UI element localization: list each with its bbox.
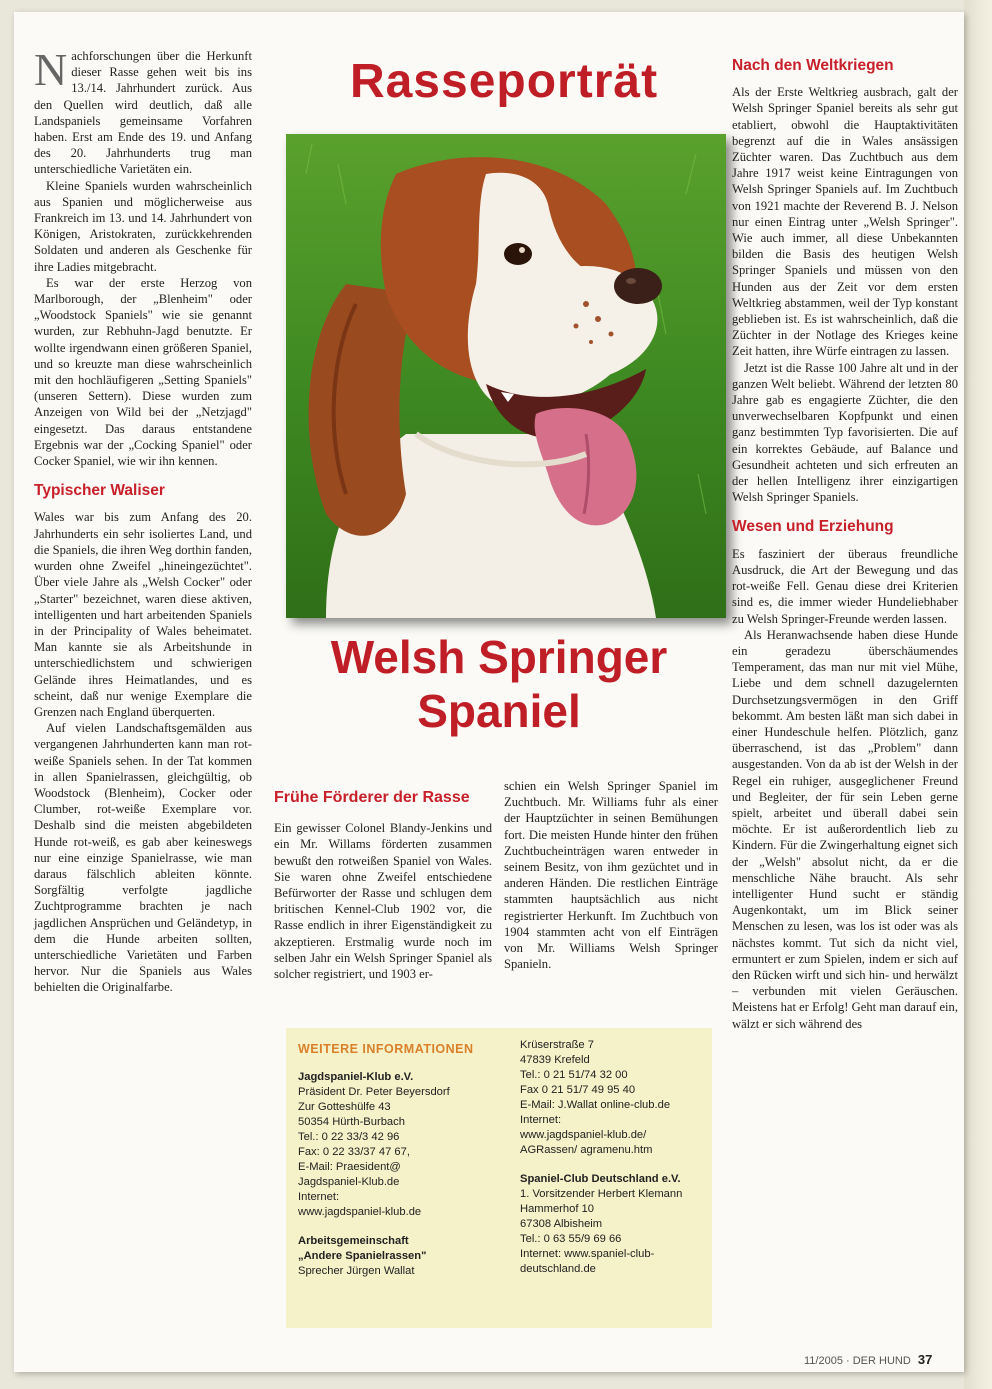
dog-photo: [286, 134, 726, 618]
info-line: 1. Vorsitzender Herbert Klemann: [520, 1188, 683, 1200]
paragraph: Als Heranwachsende haben diese Hunde ein geradezu überschäumendes Temperament, das man nur mit viel Mühe, Liebe und dem schnell dazugelernten Durchsetzungsvermögen in den Griff bekommt. Am besten läßt man sich dabei in einer Hundeschule helfen. Plötzlich, ganz überraschend, ist das „Problem" dann ausgestanden. Von da ab ist der Welsh in der Regel ein ruhiger, ausgeglichener Freund und Begleiter, der für sein Leben gerne spielt, arbeitet und überall dabei sein möchte. Er ist außerordentlich lieb zu Kindern. Für die Zwingerhaltung eignet sich der „Welsh" absolut nicht, da er die menschliche Nähe braucht. Als sehr intelligenter Hund sucht er ständig Augenkontakt, um im Blick seiner Menschen zu lesen, was los ist oder was als nächstes kommt. Tut sich da nicht viel, ermuntert er zum Spielen, indem er sich auf den Rücken wirft und sich hin- und herwälzt – verbunden mit vielen Geräuschen. Meistens hat er Erfolg! Geht man darauf ein, wälzt er sich während des: [732, 627, 958, 1031]
info-column-right: [520, 1038, 720, 1277]
info-column-left: [298, 1070, 498, 1279]
magazine-page: [14, 12, 964, 1372]
info-line: deutschland.de: [520, 1263, 596, 1275]
info-line: Internet:: [298, 1191, 340, 1203]
breed-title-line: Welsh Springer: [330, 631, 668, 683]
info-line: E-Mail: Praesident@: [298, 1161, 401, 1173]
info-box: [286, 1028, 712, 1328]
left-column: [34, 44, 252, 996]
intro-paragraph: [34, 44, 252, 178]
info-line: Hammerhof 10: [520, 1203, 594, 1215]
dog-portrait-image: [286, 134, 726, 618]
info-line: Internet:: [520, 1114, 562, 1126]
info-line: www.jagdspaniel-klub.de/: [520, 1129, 647, 1141]
info-line: 67308 Albisheim: [520, 1218, 603, 1230]
info-line: Arbeitsgemeinschaft: [298, 1235, 409, 1247]
info-line: Tel.: 0 21 51/74 32 00: [520, 1069, 628, 1081]
info-line: www.jagdspaniel-klub.de: [298, 1206, 422, 1218]
paragraph: Wales war bis zum Anfang des 20. Jahrhunderts ein sehr isoliertes Land, und die Spaniels, die ihren Weg dorthin fanden, wurden ohne Zweifel „hineingezüchtet". Über viele Jahre als „Welsh Cocker" oder „Starter" bezeichnet, waren diese aktiven, intelligenten und hart arbeitenden Spaniels in der Principality of Wales beheimatet. Man kannte sie als Arbeitshunde in unterschiedlichstem und schwierigen Gelände ihres Heimatlandes, und es scheint, daß nur wenige Exemplare die Grenzen nach England überquerten.: [34, 510, 252, 719]
paragraph: Es war der erste Herzog von Marlborough, der „Blenheim" oder „Woodstock Spaniels" wie sie genannt wurden, zur Rebhuhn-Jagd benutzte. Er wollte irgendwann einen größeren Spaniel, und so kreuzte man diese wahrscheinlich mit den hochläufigeren „Setting Spaniels" (unseren Settern). Diese wurden zum Anzeigen von Wild bei der „Netzjagd" eingesetzt. Das daraus entstandene Ergebnis war der „Cocking Spaniel" oder Cocker Spaniel, wie wir ihn kennen.: [34, 275, 252, 469]
info-line: 47839 Krefeld: [520, 1054, 590, 1066]
paragraph: Ein gewisser Colonel Blandy-Jenkins und ein Mr. Willams förderten zusammen bewußt den rotweißen Spaniel von Wales. Sie waren ohne Zweifel entschiedene Befürworter der Rasse und schlugen dem britischen Kennel-Club 1902 vor, die Rasse endlich in ihrer Eigenständigkeit zu akzeptieren. Erstmalig wurde noch im selben Jahr ein Welsh Springer Spaniel als solcher registriert, und 1903 er-: [274, 821, 492, 982]
subheading: Frühe Förderer der Rasse: [274, 789, 470, 806]
paragraph: Es fasziniert der überaus freundliche Ausdruck, die Art der Bewegung und das rot-weiße Fell. Genau diese drei Kriterien sind es, die immer wieder Hundeliebhaber zu Welsh Springer-Freunde werden lassen.: [732, 546, 958, 626]
info-box-heading: WEITERE INFORMATIONEN: [298, 1042, 474, 1056]
intro-text: achforschungen über die Herkunft dieser Rasse gehen weit bis ins 13./14. Jahrhundert zurück. Aus den Quellen wird deutlich, daß alle Landspaniels gemeinsame Vorfahren haben. Erst am Ende des 19. und Anfang des 20. Jahrhunderts trug man unterschiedliche Varietäten ein.: [34, 49, 252, 177]
info-line: Tel.: 0 63 55/9 69 66: [520, 1233, 622, 1245]
info-line: 50354 Hürth-Burbach: [298, 1116, 405, 1128]
info-line: Zur Gotteshülfe 43: [298, 1101, 391, 1113]
paragraph: schien ein Welsh Springer Spaniel im Zuchtbuch. Mr. Williams fuhr als einer der Hauptzüchter in seinen Bemühungen fort. Die meisten Hunde hinter den frühen Zuchtbucheinträgen waren entweder in seinem Besitz, von ihm gezüchtet und in anderen Händen. Die restlichen Einträge stammten hauptsächlich aus nicht registrierter Herkunft. Im Zuchtbuch von 1904 stammten acht von elf Einträgen von Mr. Williams Welsh Springer Spanieln.: [504, 779, 718, 972]
breed-title: [284, 630, 714, 738]
spacer: [298, 1220, 498, 1234]
paragraph: Auf vielen Landschaftsgemälden aus vergangenen Jahrhunderten kann man rot-weiße Spaniels sehen. In der Tat kommen in allen Spanielrassen, gleichgültig, ob Woodstock (Blenheim), Cocker oder Clumber, rot-weiße Exemplare vor. Deshalb sind die meisten abgebildeten Hunde rot-weiß, es gab aber keineswegs nur eine einzige Spanielrasse, wie man daraus fälschlich ableiten könnte. Sorgfältig verfolgte jagdliche Zuchtprogramme brachten je nach jagdlichen Ansprüchen und Geländetyp, in dem die Hunde arbeiten sollten, unterschiedliche Varietäten und Farben hervor. Nur die Spaniels aus Wales behielten die Originalfarbe.: [34, 721, 252, 995]
spacer: [520, 1158, 720, 1172]
issue-label: 11/2005 · DER HUND: [804, 1355, 911, 1367]
page-edge: [964, 0, 992, 1389]
paragraph: Als der Erste Weltkrieg ausbrach, galt der Welsh Springer Spaniel bereits als sehr gut etabliert, obwohl die Hauptaktivitäten begrenzt auf die in Wales ansässigen Züchter waren. Das Zuchtbuch aus dem Jahre 1917 weist keine Eintragungen von Welsh Springer Spaniels auf. Im Zuchtbuch von 1921 machte der Reverend B. J. Nelson nur einen Eintrag unter „Welsh Springer". Wie auch immer, all diese Unbekannten bilden die Basis des heutigen Welsh Springer Spaniels und müssen von den Hunden aus der Zeit vor dem ersten Weltkrieg abstammen, weil der Typ konstant geblieben ist. Es ist wahrscheinlich, daß die Züchter in der Notlage des Krieges keine Zeit hatten, ihre Würfe eintragen zu lassen.: [732, 85, 958, 359]
paragraph: Kleine Spaniels wurden wahrscheinlich aus Spanien und möglicherweise aus Frankreich im 13. und 14. Jahrhundert von Königen, Aristokraten, zurückkehrenden Soldaten und anderen als Geschenke für ihre Ladies mitgebracht.: [34, 178, 252, 274]
info-line: Spaniel-Club Deutschland e.V.: [520, 1173, 681, 1185]
info-line: AGRassen/ agramenu.htm: [520, 1144, 653, 1156]
paragraph: Jetzt ist die Rasse 100 Jahre alt und in der ganzen Welt beliebt. Während der letzten 80 Jahre gab es engagierte Züchter, die den unverwechselbaren Kopfpunkt und einen ganz bestimmten Typ favorisierten. Die auf ein korrektes Gebäude, auf Balance und Gesundheit achteten und sich erfreuten an der hellen Intelligenz ihrer einzigartigen Welsh Springer Spaniels.: [732, 360, 958, 505]
right-column: [732, 48, 958, 1032]
breed-title-line: Spaniel: [417, 685, 581, 737]
subheading: Wesen und Erziehung: [732, 518, 894, 536]
info-line: Sprecher Jürgen Wallat: [298, 1265, 415, 1277]
middle-right-column: [504, 778, 718, 972]
info-line: Jagdspaniel-Klub e.V.: [298, 1071, 414, 1083]
info-line: E-Mail: J.Wallat online-club.de: [520, 1099, 671, 1111]
section-title: Rasseporträt: [349, 55, 659, 108]
page-number: 37: [917, 1352, 933, 1367]
drop-cap: N: [34, 44, 68, 95]
info-line: Fax 0 21 51/7 49 95 40: [520, 1084, 636, 1096]
info-line: Fax: 0 22 33/37 47 67,: [298, 1146, 410, 1158]
info-line: „Andere Spanielrassen": [298, 1250, 427, 1262]
middle-left-column: [274, 790, 492, 982]
info-line: Krüserstraße 7: [520, 1039, 594, 1051]
info-line: Tel.: 0 22 33/3 42 96: [298, 1131, 400, 1143]
page-footer: [804, 1352, 932, 1367]
info-line: Präsident Dr. Peter Beyersdorf: [298, 1086, 450, 1098]
subheading: Typischer Waliser: [34, 482, 165, 500]
info-line: Internet: www.spaniel-club-: [520, 1248, 655, 1260]
subheading: Nach den Weltkriegen: [732, 57, 894, 74]
info-line: Jagdspaniel-Klub.de: [298, 1176, 400, 1188]
